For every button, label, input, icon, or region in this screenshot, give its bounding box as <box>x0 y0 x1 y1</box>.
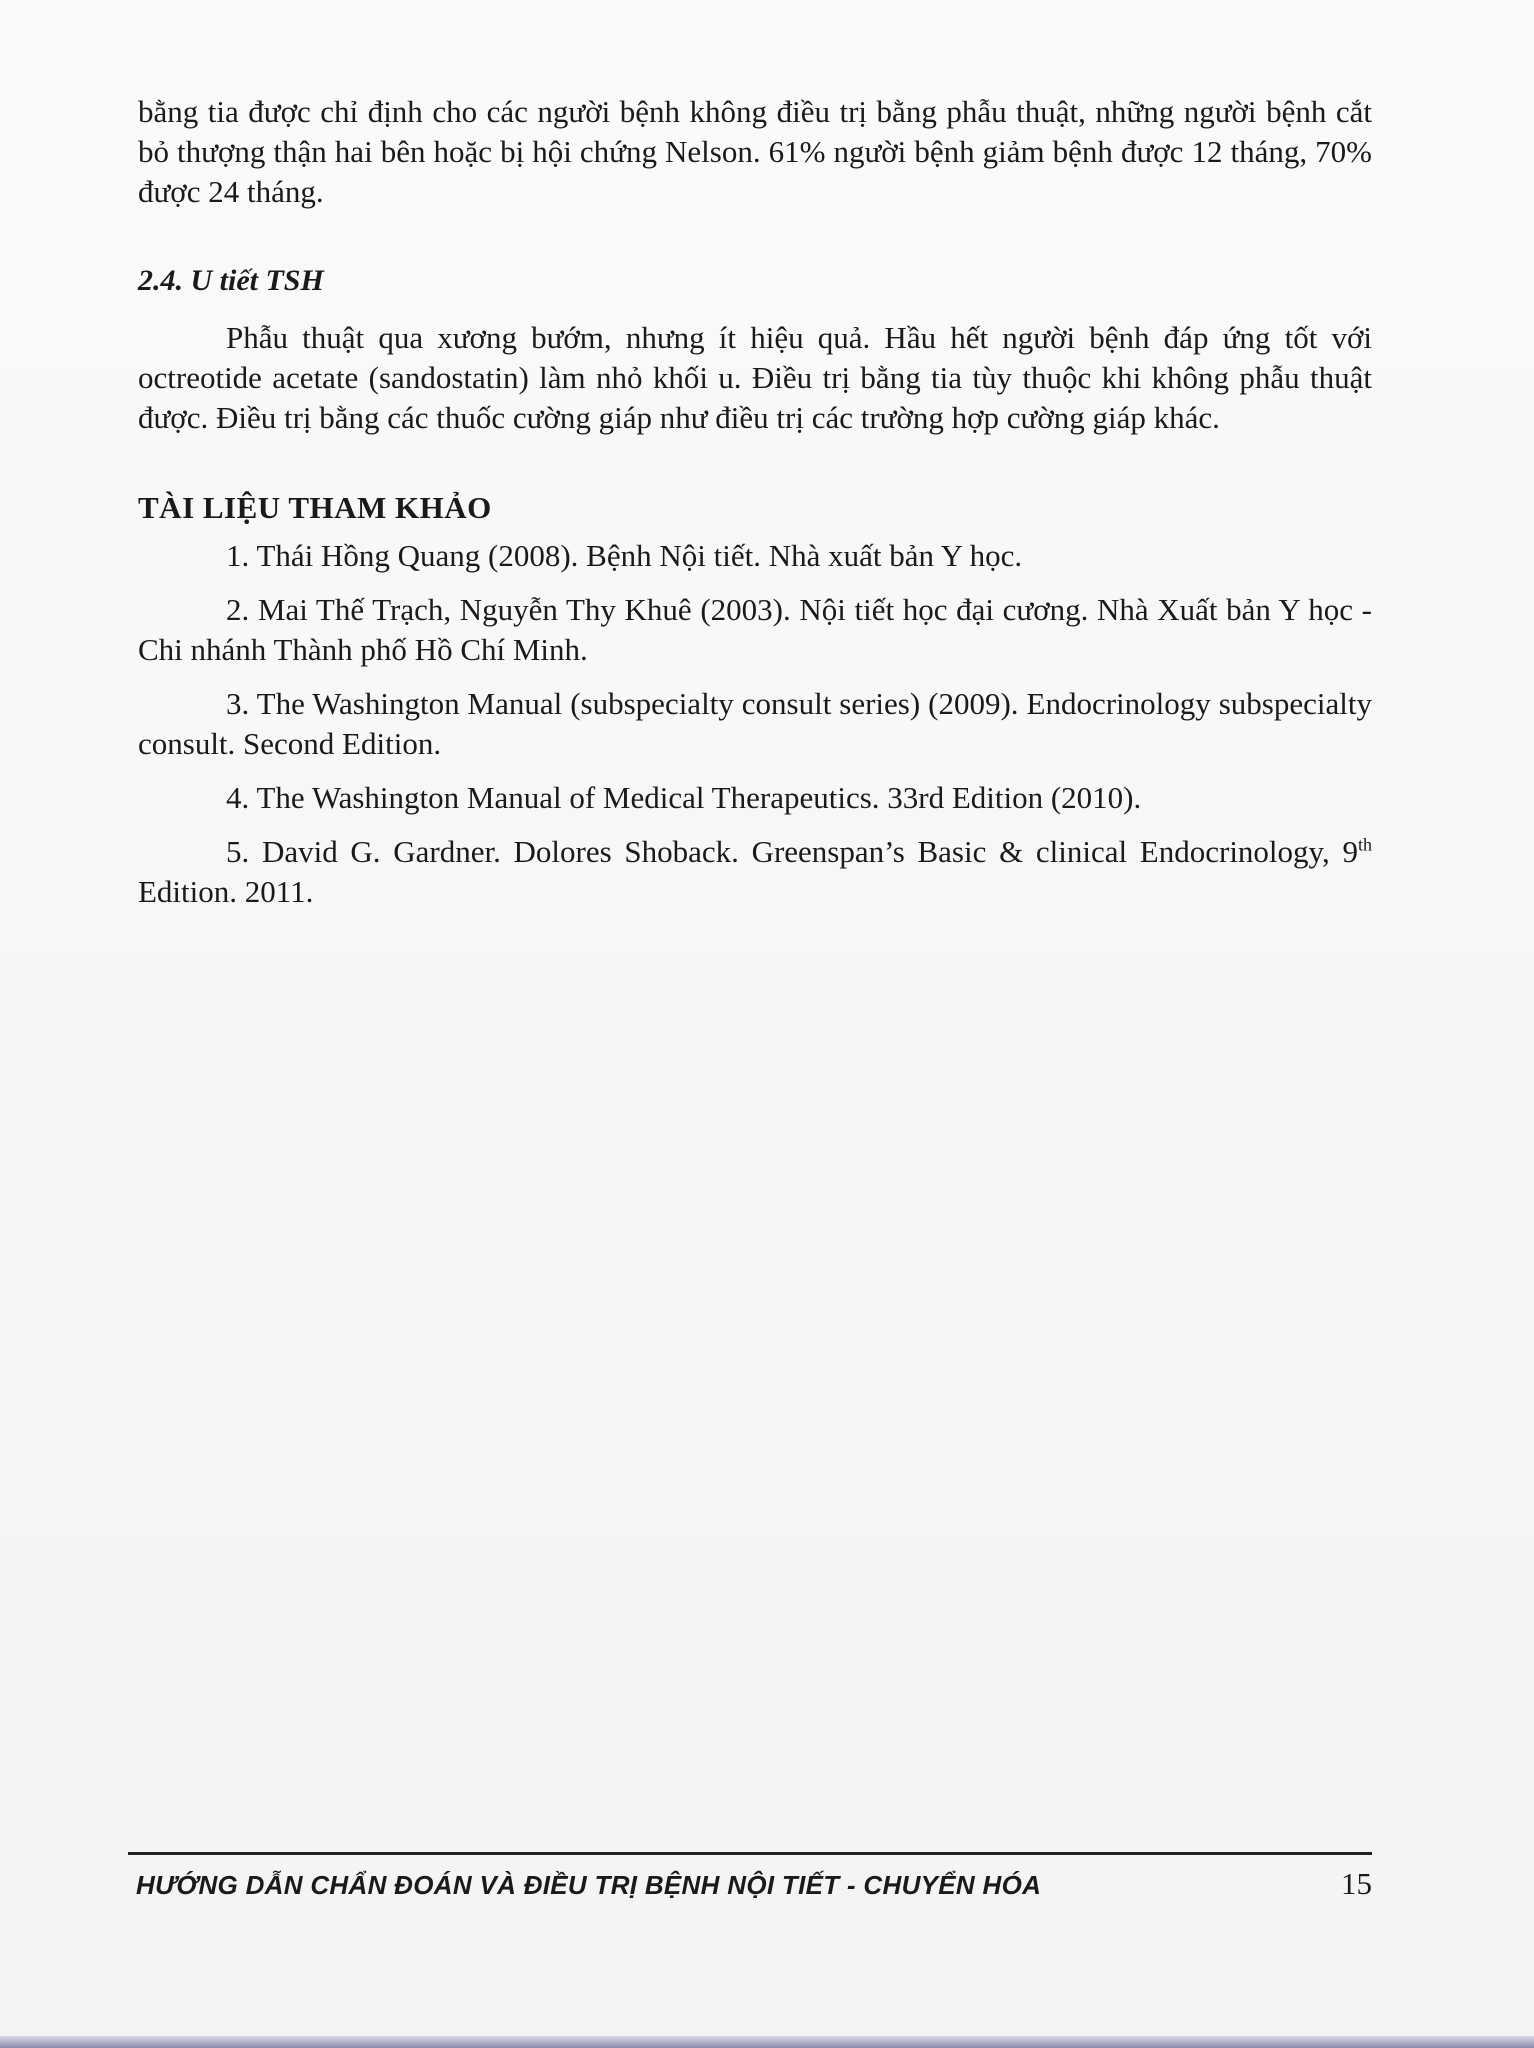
page-bottom-edge <box>0 2036 1534 2048</box>
intro-paragraph: bằng tia được chỉ định cho các người bệnh không điều trị bằng phẫu thuật, những người bệnh cắt bỏ thượng thận hai bên hoặc bị hội chứng Nelson. 61% người bệnh giảm bệnh được 12 tháng, 70% được 24 tháng. <box>138 94 1372 209</box>
reference-item <box>138 832 1372 912</box>
reference-text: 5. David G. Gardner. Dolores Shoback. Greenspan’s Basic & clinical Endocrinology, 9 <box>226 834 1358 869</box>
footer-title: HƯỚNG DẪN CHẨN ĐOÁN VÀ ĐIỀU TRỊ BỆNH NỘI TIẾT - CHUYỂN HÓA <box>136 1870 1042 1900</box>
reference-text-end: Edition. 2011. <box>138 874 314 909</box>
reference-item: 2. Mai Thế Trạch, Nguyễn Thy Khuê (2003). Nội tiết học đại cương. Nhà Xuất bản Y học - Chi nhánh Thành phố Hồ Chí Minh. <box>138 592 1372 667</box>
page-number: 15 <box>1341 1866 1372 1901</box>
page-content <box>138 92 1372 926</box>
reference-item: 1. Thái Hồng Quang (2008). Bệnh Nội tiết. Nhà xuất bản Y học. <box>226 538 1023 573</box>
references-heading: TÀI LIỆU THAM KHẢO <box>138 490 492 525</box>
reference-item: 4. The Washington Manual of Medical Therapeutics. 33rd Edition (2010). <box>226 780 1142 815</box>
section-body: Phẫu thuật qua xương bướm, nhưng ít hiệu quả. Hầu hết người bệnh đáp ứng tốt với octreotide acetate (sandostatin) làm nhỏ khối u. Điều trị bằng tia tùy thuộc khi không phẫu thuật được. Điều trị bằng các thuốc cường giáp như điều trị các trường hợp cường giáp khác. <box>138 320 1372 435</box>
reference-item: 3. The Washington Manual (subspecialty consult series) (2009). Endocrinology subspecialty consult. Second Edition. <box>138 686 1372 761</box>
footer-divider <box>128 1852 1372 1855</box>
reference-superscript: th <box>1357 834 1372 855</box>
section-heading: 2.4. U tiết TSH <box>138 264 324 297</box>
references-list <box>138 536 1372 912</box>
